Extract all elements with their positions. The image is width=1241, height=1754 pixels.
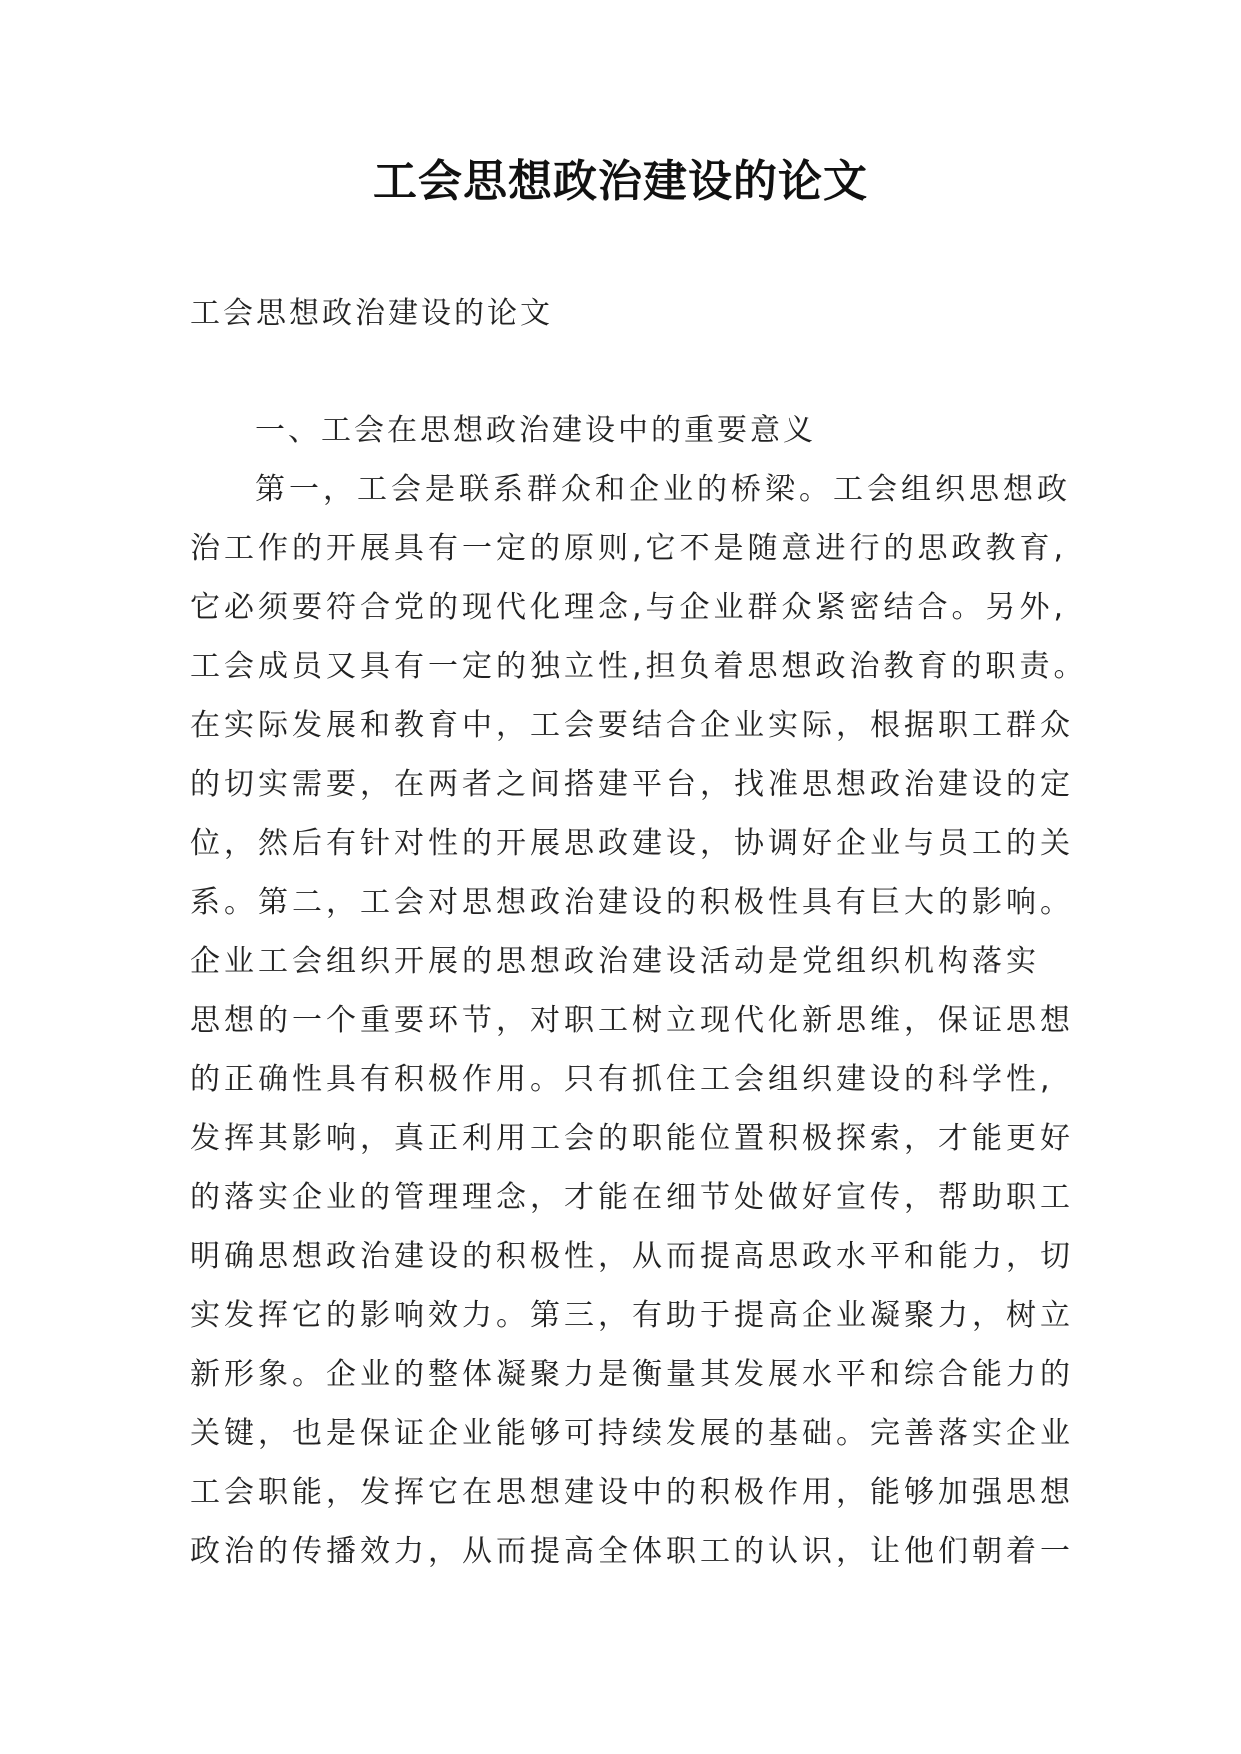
paragraph-line: 关键，也是保证企业能够可持续发展的基础。完善落实企业	[190, 1416, 1074, 1451]
section-heading: 一、工会在思想政治建设中的重要意义	[255, 413, 816, 448]
paragraph-line: 政治的传播效力，从而提高全体职工的认识，让他们朝着一	[190, 1534, 1074, 1569]
paragraph-line: 工会成员又具有一定的独立性,担负着思想政治教育的职责。	[190, 649, 1088, 684]
paragraph-line: 的正确性具有积极作用。只有抓住工会组织建设的科学性,	[190, 1062, 1054, 1097]
paragraph-line: 实发挥它的影响效力。第三，有助于提高企业凝聚力，树立	[190, 1298, 1074, 1333]
body-paragraph	[190, 460, 1088, 1581]
document-subtitle: 工会思想政治建设的论文	[190, 296, 553, 331]
paragraph-line: 明确思想政治建设的积极性，从而提高思政水平和能力，切	[190, 1239, 1074, 1274]
paragraph-line: 在实际发展和教育中，工会要结合企业实际，根据职工群众	[190, 708, 1074, 743]
paragraph-line: 它必须要符合党的现代化理念,与企业群众紧密结合。另外,	[190, 590, 1068, 625]
paragraph-line: 位，然后有针对性的开展思政建设，协调好企业与员工的关	[190, 826, 1074, 861]
paragraph-line: 治工作的开展具有一定的原则,它不是随意进行的思政教育,	[190, 531, 1068, 566]
paragraph-line: 思想的一个重要环节，对职工树立现代化新思维，保证思想	[190, 1003, 1074, 1038]
paragraph-line: 的落实企业的管理理念，才能在细节处做好宣传，帮助职工	[190, 1180, 1074, 1215]
paragraph-line: 新形象。企业的整体凝聚力是衡量其发展水平和综合能力的	[190, 1357, 1074, 1392]
paragraph-line: 系。第二，工会对思想政治建设的积极性具有巨大的影响。	[190, 885, 1074, 920]
paragraph-line: 企业工会组织开展的思想政治建设活动是党组织机构落实	[190, 944, 1040, 979]
paragraph-line: 的切实需要，在两者之间搭建平台，找准思想政治建设的定	[190, 767, 1074, 802]
document-title: 工会思想政治建设的论文	[373, 156, 868, 207]
paragraph-line: 发挥其影响，真正利用工会的职能位置积极探索，才能更好	[190, 1121, 1074, 1156]
paragraph-line: 工会职能，发挥它在思想建设中的积极作用，能够加强思想	[190, 1475, 1074, 1510]
paragraph-line: 第一，工会是联系群众和企业的桥梁。工会组织思想政	[255, 472, 1071, 507]
